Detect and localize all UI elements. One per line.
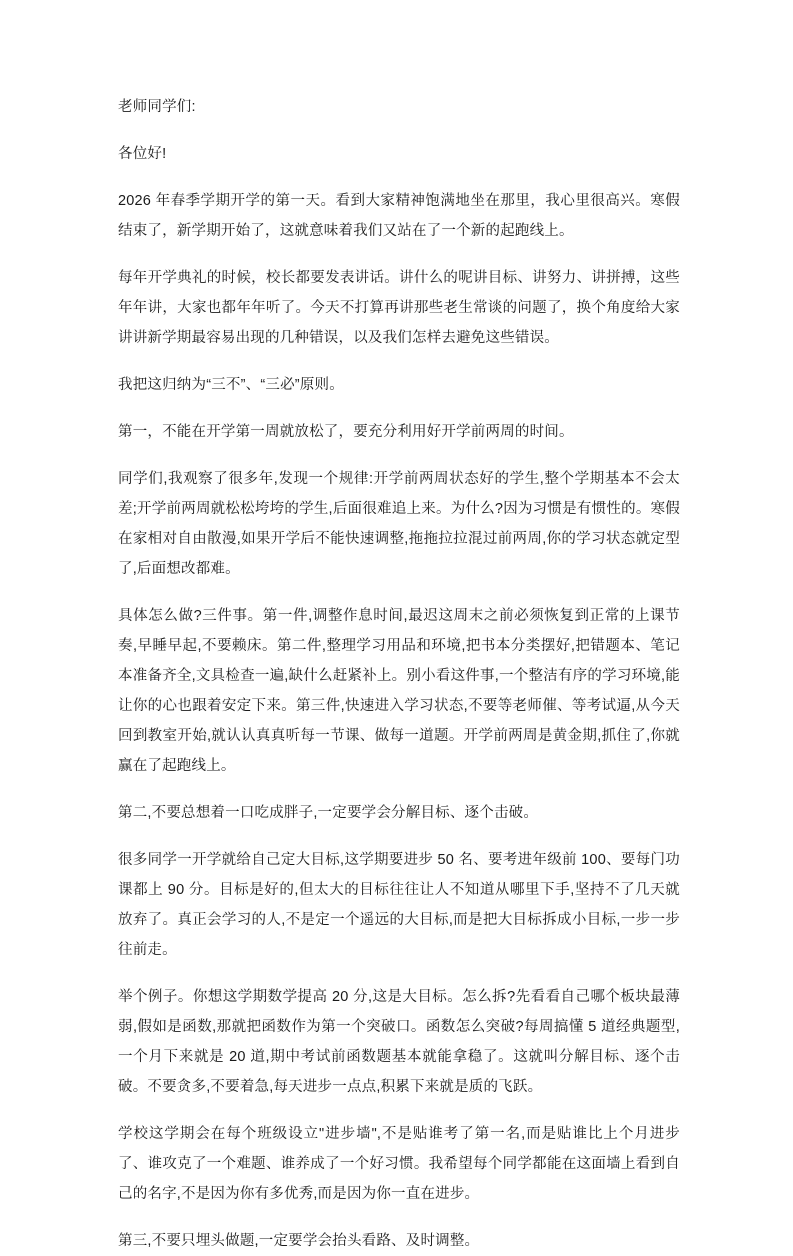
paragraph: 学校这学期会在每个班级设立"进步墙",不是贴谁考了第一名,而是贴谁比上个月进步了、谁攻克了一个难题、谁养成了一个好习惯。我希望每个同学都能在这面墙上看到自己的名字,不是因为你有多优秀,而是因为你一直在进步。 [118,1126,680,1202]
paragraph: 第一，不能在开学第一周就放松了，要充分利用好开学前两周的时间。 [118,424,574,440]
document-body [118,92,680,1256]
paragraph: 具体怎么做?三件事。第一件,调整作息时间,最迟这周末之前必须恢复到正常的上课节奏,早睡早起,不要赖床。第二件,整理学习用品和环境,把书本分类摆好,把错题本、笔记本准备齐全,文具检查一遍,缺什么赶紧补上。别小看这件事,一个整洁有序的学习环境,能让你的心也跟着安定下来。第三件,快速进入学习状态,不要等老师催、等考试逼,从今天回到教室开始,就认认真真听每一节课、做每一道题。开学前两周是黄金期,抓住了,你就赢在了起跑线上。 [118,608,680,774]
paragraph: 老师同学们: [118,99,196,115]
paragraph: 2026 年春季学期开学的第一天。看到大家精神饱满地坐在那里，我心里很高兴。寒假结束了，新学期开始了，这就意味着我们又站在了一个新的起跑线上。 [118,193,680,239]
paragraph: 第二,不要总想着一口吃成胖子,一定要学会分解目标、逐个击破。 [118,805,539,821]
paragraph: 同学们,我观察了很多年,发现一个规律:开学前两周状态好的学生,整个学期基本不会太差;开学前两周就松松垮垮的学生,后面很难追上来。为什么?因为习惯是有惯性的。寒假在家相对自由散漫,如果开学后不能快速调整,拖拖拉拉混过前两周,你的学习状态就定型了,后面想改都难。 [118,471,680,577]
paragraph: 我把这归纳为“三不”、“三必”原则。 [118,377,344,393]
paragraph: 第三,不要只埋头做题,一定要学会抬头看路、及时调整。 [118,1233,480,1249]
paragraph: 举个例子。你想这学期数学提高 20 分,这是大目标。怎么拆?先看看自己哪个板块最薄弱,假如是函数,那就把函数作为第一个突破口。函数怎么突破?每周搞懂 5 道经典题型,一个月下来就是 20 道,期中考试前函数题基本就能拿稳了。这就叫分解目标、逐个击破。不要贪多,不要着急,每天进步一点点,积累下来就是质的飞跃。 [118,989,680,1095]
paragraph: 每年开学典礼的时候，校长都要发表讲话。讲什么的呢讲目标、讲努力、讲拼搏，这些年年讲，大家也都年年听了。今天不打算再讲那些老生常谈的问题了，换个角度给大家讲讲新学期最容易出现的几种错误，以及我们怎样去避免这些错误。 [118,270,680,346]
paragraph: 很多同学一开学就给自己定大目标,这学期要进步 50 名、要考进年级前 100、要每门功课都上 90 分。目标是好的,但太大的目标往往让人不知道从哪里下手,坚持不了几天就放弃了。真正会学习的人,不是定一个遥远的大目标,而是把大目标拆成小目标,一步一步往前走。 [118,852,680,958]
paragraph: 各位好! [118,146,167,162]
